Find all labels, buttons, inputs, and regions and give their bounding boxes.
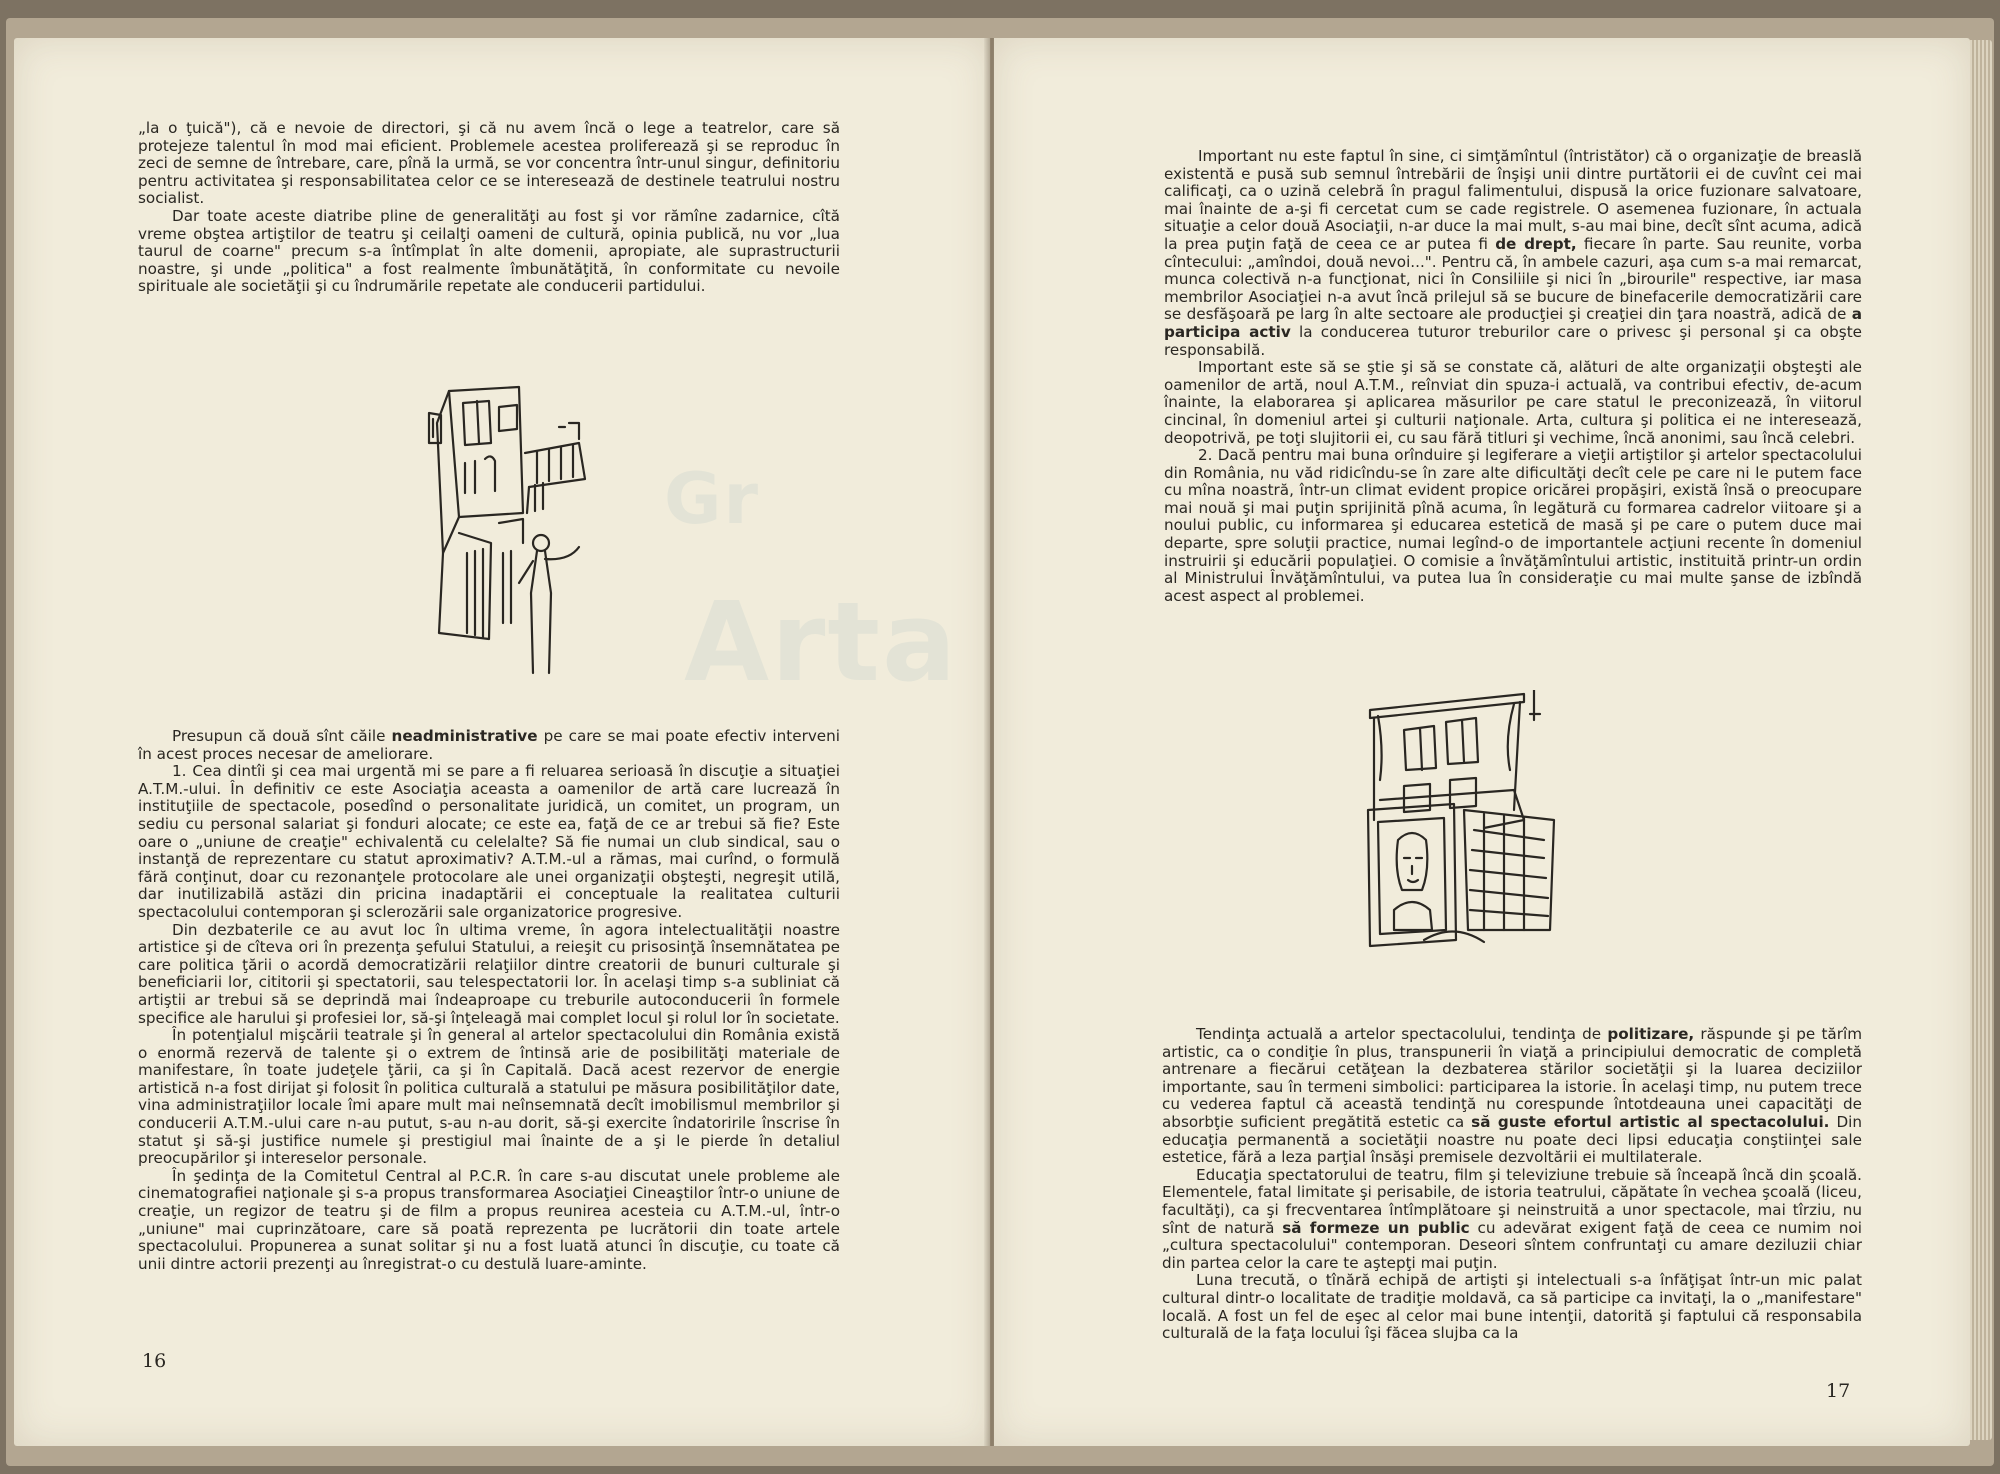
- paragraph: Luna trecută, o tînără echipă de artişti şi intelectuali s-a înfăţişat într-un mic palat cultural dintr-o localitate de tradiţie moldavă, ca să participe ca invitaţi, la o „manifestare" locală. A fost un fel de eşec al celor mai bune intenţii, datorită şi faptului că responsabila culturală de la faţa locului îşi făcea slujba ca la: [1162, 1271, 1862, 1343]
- paragraph: În potenţialul mişcării teatrale şi în general al artelor spectacolului din România există o enormă rezervă de talente şi o extrem de întinsă arie de posibilităţi materiale de manifestare, în toate judeţele ţării, ca şi în Capitală. Dacă acest rezervor de energie artistică n-a fost dirijat şi folosit în politica culturală a statului pe măsura posibilităţilor date, vina administraţiilor locale îmi apare mult mai neînsemnată decît imobilismul membrilor şi conducerii A.T.M.-ului care n-au putut, s-au n-au dorit, să-şi exercite îndatoririle înscrise în statut şi să-şi justifice numele şi prestigiul mai înainte de a şi le pierde în detaliul preocupărilor şi intereselor personale.: [138, 1026, 840, 1168]
- building-with-figure-sketch: [419, 383, 619, 683]
- bold-term: politizare,: [1607, 1025, 1695, 1043]
- paragraph: Important nu este faptul în sine, ci simţămîntul (întristător) că o organizaţie de breaslă existentă e pusă sub semnul întrebării de înşişi unii dintre purtătorii ei de cuvînt cei mai calificaţi, ca o uzină celebră în pragul falimentului, dispusă la orice fuzionare salvatoare, mai înainte de a-şi fi cercetat cum se cade registrele. O asemenea fuzionare, în actuala situaţie a celor două Asociaţii, n-ar duce la mai mult, s-au mai bine, decît sînt acuma, adică la prea puţin faţă de ceea ce ar putea fi de drept, fiecare în parte. Sau reunite, vorba cîntecului: „amîndoi, două nevoi...". Pentru că, în ambele cazuri, aşa cum s-a mai remarcat, munca colectivă n-a funcţionat, nici în Consiliile şi nici în „birourile" respective, iar masa membrilor Asociaţiei n-a avut încă prilejul să se bucure de binefacerile democratizării care se desfăşoară pe larg în alte sectoare ale producţiei şi creaţiei din ţara noastră, adică de a participa activ la conducerea tuturor treburilor care o privesc şi personal şi ca obşte responsabilă.: [1164, 147, 1862, 359]
- left-top-text: [138, 120, 840, 296]
- bleed-through-text: Arta: [684, 578, 959, 706]
- bold-term: să formeze un public: [1282, 1218, 1470, 1237]
- page-edges: [1970, 40, 1992, 1440]
- paragraph: Tendinţa actuală a artelor spectacolului, tendinţa de politizare, răspunde şi pe tărîm artistic, ca o condiţie în plus, transpunerii în viaţă a principiului democratic de completă antrenare a fiecărui cetăţean la dezbaterea stărilor societăţii şi la luarea deciziilor importante, sau în termeni simbolici: participarea la istorie. În acelaşi timp, nu putem trece cu vederea faptul că această tendinţă nu corespunde întotdeauna unei capacităţi de absorbţie suficient pregătită estetic ca să guste efortul artistic al spectacolului. Din educaţia permanentă a societăţii noastre nu poate deci lipsi educaţia conştiinţei sale estetice, fără a leza parţial însăşi premisele dezvoltării ei multilaterale.: [1162, 1025, 1862, 1167]
- bold-term: a participa activ: [1164, 305, 1862, 341]
- right-bottom-text: [1162, 1026, 1862, 1343]
- paragraph: Presupun că două sînt căile neadministrative pe care se mai poate efectiv interveni în acest proces necesar de ameliorare.: [138, 727, 840, 763]
- paragraph: În şedinţa de la Comitetul Central al P.C.R. în care s-au discutat unele probleme ale cinematografiei naţionale şi s-a propus transformarea Asociaţiei Cineaştilor într-o uniune de creaţie, un regizor de teatru şi de film a propus reunirea acesteia cu A.T.M.-ul, într-o „uniune" mai cuprinzătoare, care să poată reprezenta pe lucrătorii din toate artele spectacolului. Propunerea a sunat solitar şi nu a fost luată atunci în discuţie, cu toate că unii dintre actorii prezenţi au înregistrat-o cu destulă luare-aminte.: [138, 1166, 840, 1273]
- bleed-through-text: Gr: [664, 458, 760, 540]
- bold-term: să guste efortul artistic al spectacolului.: [1471, 1112, 1830, 1131]
- right-top-text: [1164, 148, 1862, 605]
- page-number-left: 16: [142, 1350, 167, 1372]
- left-page: [14, 38, 990, 1446]
- paragraph: Educaţia spectatorului de teatru, film şi televiziune trebuie să înceapă încă din şcoală. Elementele, fatal limitate şi perisabile, de istoria teatrului, căpătate în vechea şcoală (liceu, facultăţi), ca şi frecventarea întîmplătoare şi neinstruită a unor spectacole, mai tîrziu, nu sînt de natură să formeze un public cu adevărat exigent faţă de ceea ce numim noi „cultura spectacolului" contemporan. Deseori sîntem confruntaţi cu amare deziluzii chiar din partea celor la care te aştepţi mai puţin.: [1162, 1165, 1862, 1272]
- paragraph: 1. Cea dintîi şi cea mai urgentă mi se pare a fi reluarea serioasă în discuţie a situaţiei A.T.M.-ului. În definitiv ce este Asociaţia aceasta a oamenilor de artă care lucrează în instituţiile de spectacole, posedînd o personalitate juridică, un comitet, un program, un sediu cu personal salariat şi fonduri alocate; ce este ea, faţă de ce ar trebui să fie? Este oare o „uniune de creaţie" echivalentă cu celelalte? Să fie numai un club sindical, sau o instanţă de reprezentare cu statut aproximativ? A.T.M.-ul a rămas, mai curînd, o formulă fără conţinut, doar cu rezonanţele protocolare ale unei organizaţii obşteşti, negreşit utilă, dar inutilizabilă astăzi din pricina inadaptării ei conceptuale la realitatea culturii spectacolului contemporan şi sclerozării sale organizatorice progresive.: [138, 762, 840, 921]
- bold-term: neadministrative: [391, 727, 538, 745]
- paragraph: Din dezbaterile ce au avut loc în ultima vreme, în agora intelectualităţii noastre artistice şi de cîteva ori în prezenţa şefului Statului, a reieşit cu prisosinţă însemnătatea pe care politica ţării o acordă democratizării relaţiilor dintre creatorii de bunuri culturale şi beneficiarii lor, cititorii şi spectatorii, sau telespectatorii lor. În acelaşi timp s-a subliniat că artiştii ar trebui să se deprindă mai îndeaproape cu treburile autoconducerii în formele specifice ale harului şi profesiei lor, să-şi înţeleagă mai complet locul şi rolul lor în societate.: [138, 920, 840, 1027]
- bold-term: de drept,: [1495, 234, 1577, 253]
- paragraph: Dar toate aceste diatribe pline de generalităţi au fost şi vor rămîne zadarnice, cîtă vreme obştea artiştilor de teatru şi ceilalţi oameni de cultură, opinia publică, nu vor „lua taurul de coarne" precum s-a întîmplat în alte domenii, apropiate, ale suprastructurii noastre, şi unde „politica" a fost realmente îmbunătăţită, în conformitate cu nevoile spirituale ale societăţii şi cu îndrumările repetate ale conducerii partidului.: [138, 206, 840, 296]
- woman-in-window-sketch: [1364, 690, 1564, 970]
- right-page: [664, 38, 1970, 1446]
- left-bottom-text: [138, 728, 840, 1273]
- paragraph: „la o ţuică"), că e nevoie de directori, şi că nu avem încă o lege a teatrelor, care să protejeze talentul în mod mai eficient. Problemele acestea proliferează şi se reproduc în zeci de semne de întrebare, care, pînă la urmă, se vor concentra într-unul singur, definitoriu pentru activitatea şi responsabilitatea celor ce se interesează de destinele teatrului nostru socialist.: [138, 119, 840, 208]
- paragraph: Important este să se ştie şi să se constate că, alături de alte organizaţii obşteşti ale oamenilor de artă, noul A.T.M., reînviat din spuza-i actuală, va contribui efectiv, de-acum înainte, la elaborarea şi aplicarea măsurilor pe care statul le preconizează, în viitorul cincinal, în domeniul artei şi culturii naţionale. Arta, cultura şi politica ei ne interesează, deopotrivă, pe toţi slujitorii ei, cu sau fără titluri şi vechime, încă anonimi, sau încă celebri.: [1164, 358, 1862, 447]
- paragraph: 2. Dacă pentru mai buna orînduire şi legiferare a vieţii artiştilor şi artelor spectacolului din România, nu văd ridicîndu-se în zare alte dificultăţi decît cele pe care ni le putem face cu mîna noastră, într-un climat evident propice oricărei propăşiri, există însă o preocupare mai nouă şi mai puţin sprijinită pînă acuma, în legătură cu formarea cadrelor viitoare şi a noului public, cu informarea şi educarea estetică de masă şi pe care o putem duce mai departe, spre soluţii practice, numai legînd-o de importantele acţiuni recente în domeniul instruirii şi educării populaţiei. O comisie a învăţămîntului artistic, instituită printr-un ordin al Ministrului Învăţămîntului, va putea lua în consideraţie cu mai multe şanse de izbîndă acest aspect al problemei.: [1164, 446, 1862, 605]
- page-number-right: 17: [1826, 1380, 1851, 1402]
